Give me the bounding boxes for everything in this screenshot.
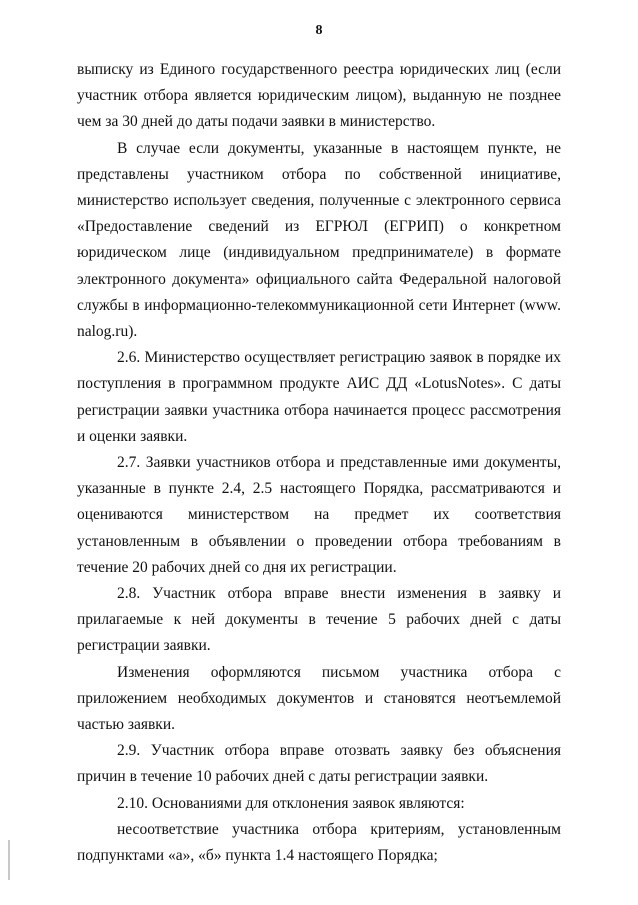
paragraph-extract-egrul: выписку из Единого государственного реестра юридических лиц (если участник отбора является юридическим лицом), выданную не позднее чем за 30 дней до даты подачи заявки в министерство. <box>77 61 561 131</box>
paragraph-documents-not-submitted: В случае если документы, указанные в настоящем пункте, не представлены участником отбора по собственной инициативе, министерство использует сведения, полученные с электронного сервиса «Предоставление сведений из ЕГРЮЛ (ЕГРИП) о конкретном юридическом лице (индивидуальном предпринимателе) в формате электронного документа» официального сайта Федеральной налоговой службы в информационно-телекоммуникационной сети Интернет (www. nalog.ru). <box>77 139 561 341</box>
paragraph-2-10: 2.10. Основаниями для отклонения заявок являются: <box>117 794 465 812</box>
document-body <box>77 57 561 869</box>
paragraph-2-9: 2.9. Участник отбора вправе отозвать заявку без объяснения причин в течение 10 рабочих дней с даты регистрации заявки. <box>77 742 561 786</box>
paragraph-nonconformity: несоответствие участника отбора критериям, установленным подпунктами «а», «б» пункта 1.4 настоящего Порядка; <box>77 820 561 865</box>
scan-edge-mark <box>8 840 10 880</box>
paragraph-changes: Изменения оформляются письмом участника отбора с приложением необходимых документов и становятся неотъемлемой частью заявки. <box>77 663 561 734</box>
paragraph-2-6: 2.6. Министерство осуществляет регистрацию заявок в порядке их поступления в программном продукте АИС ДД «LotusNotes». С даты регистрации заявки участника отбора начинается процесс рассмотрения и оценки заявки. <box>77 349 561 445</box>
paragraph-2-8: 2.8. Участник отбора вправе внести изменения в заявку и прилагаемые к ней документы в течение 5 рабочих дней с даты регистрации заявки. <box>77 585 561 655</box>
paragraph-2-7: 2.7. Заявки участников отбора и представленные ими документы, указанные в пункте 2.4, 2.5 настоящего Порядка, рассматриваются и оцениваются министерством на предмет их соответствия установленным в объявлении о проведении отбора требованиям в течение 20 рабочих дней со дня их регистрации. <box>77 454 561 576</box>
page-number: 8 <box>315 23 323 38</box>
